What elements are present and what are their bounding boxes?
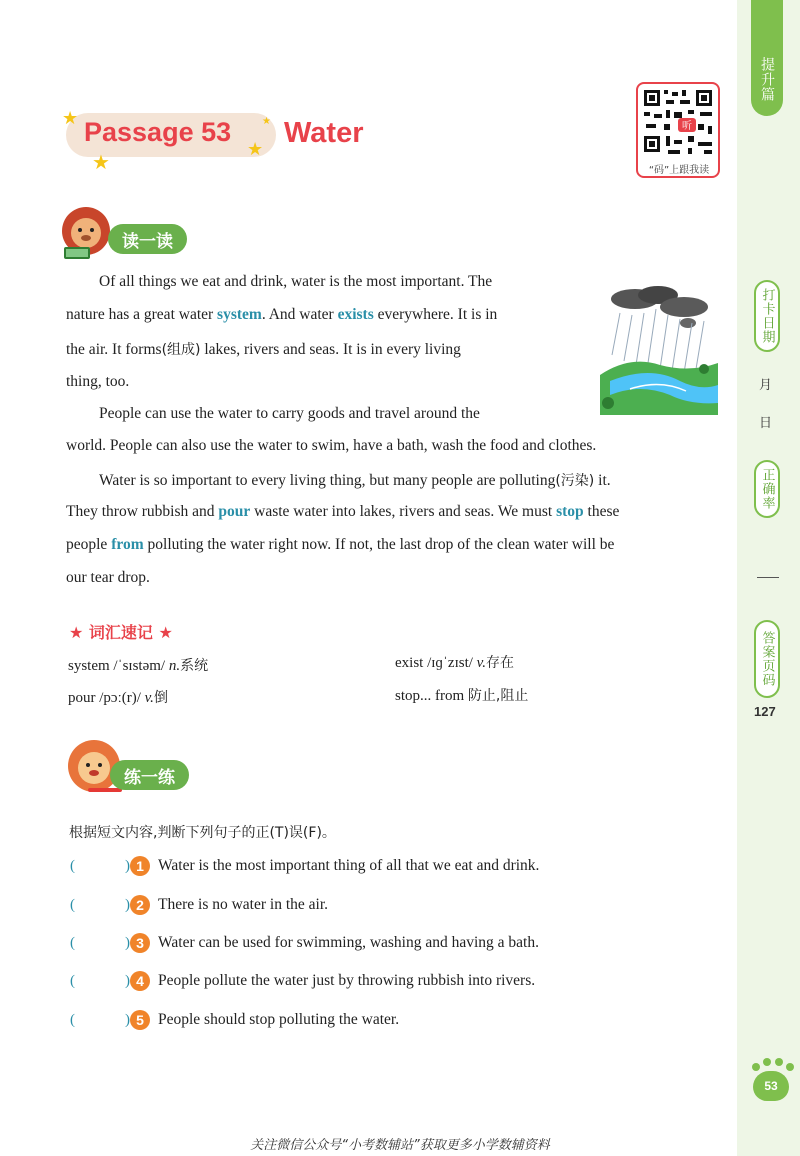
passage-line: Water is so important to every living thing, but many people are polluting(污染) it. bbox=[99, 472, 611, 489]
side-answer-code: 答案页码 bbox=[754, 620, 780, 698]
vocab-item: system /ˈsɪstəm/ n.系统 bbox=[68, 658, 209, 674]
side-checkin-date: 打卡日期 bbox=[754, 280, 780, 352]
keyword-system: system bbox=[217, 306, 262, 323]
star-icon: ★ bbox=[92, 150, 110, 174]
qr-code-graphic bbox=[638, 84, 718, 160]
question-number: 5 bbox=[130, 1010, 150, 1030]
passage-line: They throw rubbish and pour waste water into lakes, rivers and seas. We must stop these bbox=[66, 503, 620, 520]
side-day: 日 bbox=[759, 416, 773, 431]
vocab-item: pour /pɔː(r)/ v.倒 bbox=[68, 690, 168, 706]
section-read-label: 读一读 bbox=[108, 224, 187, 254]
keyword-exists: exists bbox=[337, 306, 374, 323]
keyword-stop: stop bbox=[556, 503, 584, 520]
section-practice-label: 练一练 bbox=[110, 760, 189, 790]
footer-note: 关注微信公众号“小考数辅站”获取更多小学数辅资料 bbox=[250, 1138, 550, 1153]
answer-blank[interactable]: ( ) bbox=[70, 1011, 130, 1028]
question-row bbox=[70, 933, 539, 953]
side-answer-page: 127 bbox=[754, 704, 776, 719]
passage-line: Of all things we eat and drink, water is the most important. The bbox=[99, 273, 493, 290]
vocab-item: exist /ɪɡˈzɪst/ v.存在 bbox=[395, 655, 514, 671]
vocab-title: ★ 词汇速记 ★ bbox=[69, 623, 173, 642]
paw-toe bbox=[763, 1058, 771, 1066]
paw-toe bbox=[752, 1063, 760, 1071]
side-accuracy: 正确率 bbox=[754, 460, 780, 518]
paw-icon bbox=[753, 1071, 789, 1101]
question-text: Water can be used for swimming, washing and having a bath. bbox=[158, 934, 539, 951]
question-text: People should stop polluting the water. bbox=[158, 1011, 400, 1028]
keyword-pour: pour bbox=[218, 503, 251, 520]
paw-toe bbox=[786, 1063, 794, 1071]
question-text: There is no water in the air. bbox=[158, 896, 329, 913]
question-number: 2 bbox=[130, 895, 150, 915]
page-title: Water bbox=[284, 117, 364, 149]
passage-line: the air. It forms(组成) lakes, rivers and seas. It is in every living bbox=[66, 341, 461, 358]
qr-caption: “码”上跟我读 bbox=[648, 165, 710, 176]
question-row bbox=[70, 1010, 399, 1030]
question-row bbox=[70, 895, 328, 915]
question-row bbox=[70, 971, 535, 991]
star-icon: ★ bbox=[262, 116, 271, 127]
answer-blank[interactable]: ( ) bbox=[70, 896, 130, 913]
side-accuracy-blank bbox=[757, 577, 779, 578]
vocab-item: stop... from 防止,阻止 bbox=[395, 688, 529, 704]
star-icon: ★ bbox=[62, 108, 79, 129]
question-text: People pollute the water just by throwing rubbish into rivers. bbox=[158, 972, 536, 989]
answer-blank[interactable]: ( ) bbox=[70, 857, 130, 874]
passage-line: People can use the water to carry goods and travel around the bbox=[99, 405, 480, 422]
passage-line: people from polluting the water right now. If not, the last drop of the clean water will be bbox=[66, 536, 615, 553]
keyword-from: from bbox=[111, 536, 144, 553]
question-number: 4 bbox=[130, 971, 150, 991]
qr-listen-mark: 听 bbox=[682, 121, 692, 132]
passage-line: our tear drop. bbox=[66, 569, 150, 586]
page-number: 53 bbox=[764, 1079, 778, 1093]
question-text: Water is the most important thing of all that we eat and drink. bbox=[158, 857, 540, 874]
answer-blank[interactable]: ( ) bbox=[70, 934, 130, 951]
answer-blank[interactable]: ( ) bbox=[70, 972, 130, 989]
question-row bbox=[70, 856, 539, 876]
side-month: 月 bbox=[759, 378, 773, 393]
question-number: 3 bbox=[130, 933, 150, 953]
paw-toe bbox=[775, 1058, 783, 1066]
passage-line: thing, too. bbox=[66, 373, 130, 390]
star-icon: ★ bbox=[247, 139, 264, 160]
exercise-instruction: 根据短文内容,判断下列句子的正(T)误(F)。 bbox=[69, 825, 336, 841]
passage-line: world. People can also use the water to swim, have a bath, wash the food and clothes. bbox=[66, 437, 597, 454]
side-tab-level: 提升篇 bbox=[751, 0, 783, 116]
side-bar bbox=[737, 0, 800, 1156]
passage-line: nature has a great water system. And water exists everywhere. It is in bbox=[66, 306, 498, 323]
passage-label: Passage 53 bbox=[84, 117, 232, 147]
rain-cloud-river-illustration bbox=[600, 285, 718, 415]
question-number: 1 bbox=[130, 856, 150, 876]
